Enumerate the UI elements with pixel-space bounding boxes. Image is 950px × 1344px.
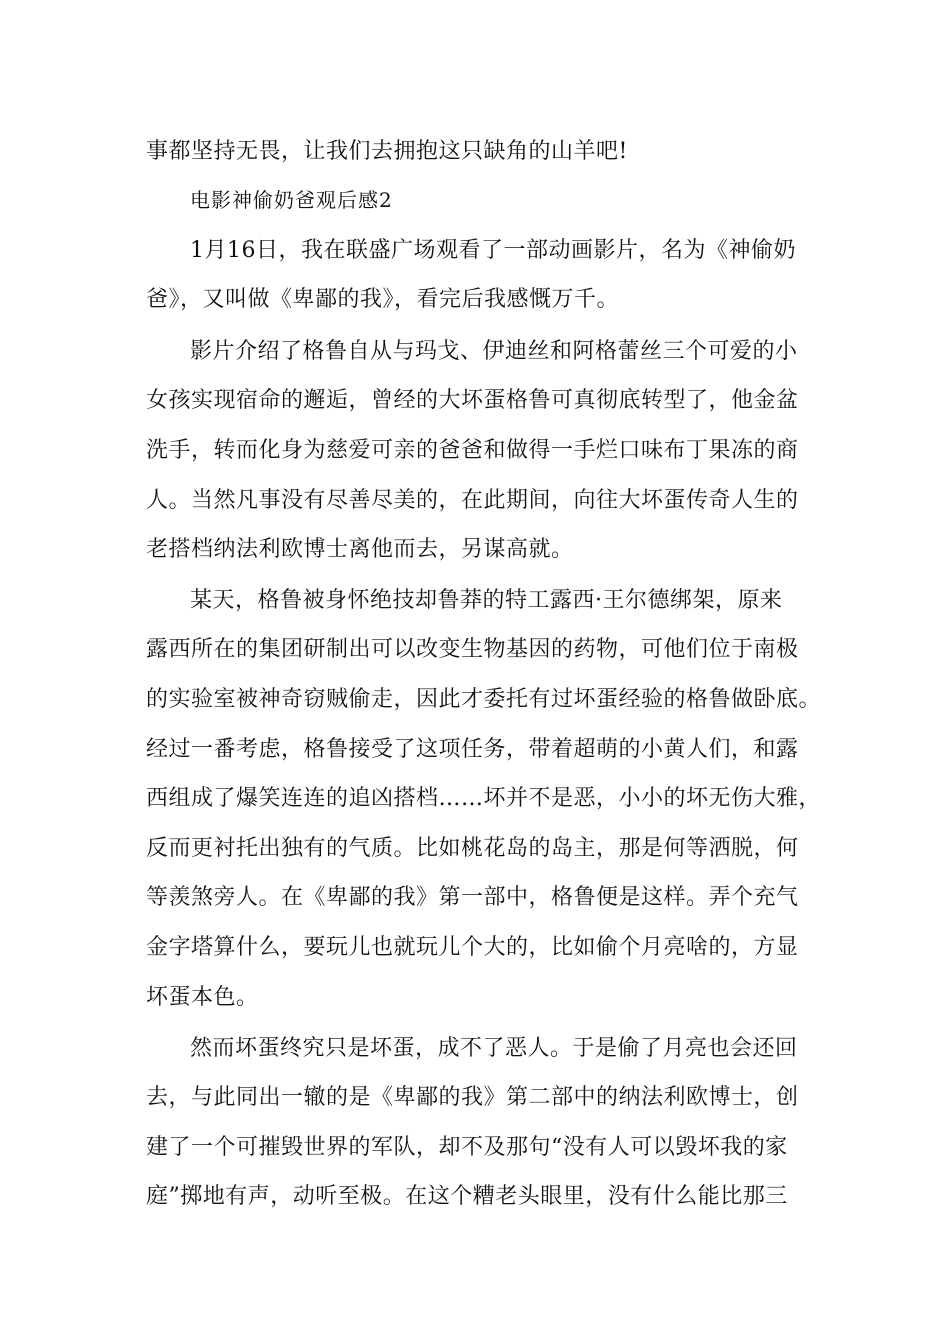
text-line: 洗手，转而化身为慈爱可亲的爸爸和做得一手烂口味布丁果冻的商 (146, 438, 799, 463)
text-line: 反而更衬托出独有的气质。比如桃花岛的岛主，那是何等洒脱，何 (146, 836, 799, 861)
text-line: 影片介绍了格鲁自从与玛戈、伊迪丝和阿格蕾丝三个可爱的小 (190, 339, 798, 364)
text-line: 人。当然凡事没有尽善尽美的，在此期间，向往大坏蛋传奇人生的 (146, 488, 799, 513)
text-line: 建了一个可摧毁世界的军队，却不及那句“没有人可以毁坏我的家 (146, 1135, 788, 1160)
text-line: 某天，格鲁被身怀绝技却鲁莽的特工露西·王尔德绑架，原来 (190, 588, 783, 613)
text-line: 去，与此同出一辙的是《卑鄙的我》第二部中的纳法利欧博士，创 (146, 1085, 799, 1110)
text-line: 女孩实现宿命的邂逅，曾经的大坏蛋格鲁可真彻底转型了，他金盆 (146, 388, 799, 413)
text-line: 金字塔算什么，要玩儿也就玩儿个大的，比如偷个月亮啥的，方显 (146, 935, 799, 960)
text-line: 西组成了爆笑连连的追凶搭档……坏并不是恶，小小的坏无伤大雅， (146, 786, 822, 811)
text-line: 的实验室被神奇窃贼偷走，因此才委托有过坏蛋经验的格鲁做卧底。 (146, 687, 822, 712)
text-line: 事都坚持无畏，让我们去拥抱这只缺角的山羊吧! (146, 139, 628, 164)
text-line: 庭”掷地有声，动听至极。在这个糟老头眼里，没有什么能比那三 (146, 1184, 788, 1209)
text-line: 老搭档纳法利欧博士离他而去，另谋高就。 (146, 537, 574, 562)
text-line: 1月16日，我在联盛广场观看了一部动画影片，名为《神偷奶 (190, 238, 796, 263)
text-line: 等羡煞旁人。在《卑鄙的我》第一部中，格鲁便是这样。弄个充气 (146, 885, 799, 910)
text-line: 爸》，又叫做《卑鄙的我》，看完后我感慨万千。 (146, 287, 620, 312)
text-line: 经过一番考虑，格鲁接受了这项任务，带着超萌的小黄人们，和露 (146, 737, 799, 762)
section-heading: 电影神偷奶爸观后感2 (190, 188, 393, 212)
text-line: 坏蛋本色。 (146, 985, 259, 1010)
text-line: 然而坏蛋终究只是坏蛋，成不了恶人。于是偷了月亮也会还回 (190, 1036, 798, 1061)
text-line: 露西所在的集团研制出可以改变生物基因的药物，可他们位于南极 (146, 637, 799, 662)
